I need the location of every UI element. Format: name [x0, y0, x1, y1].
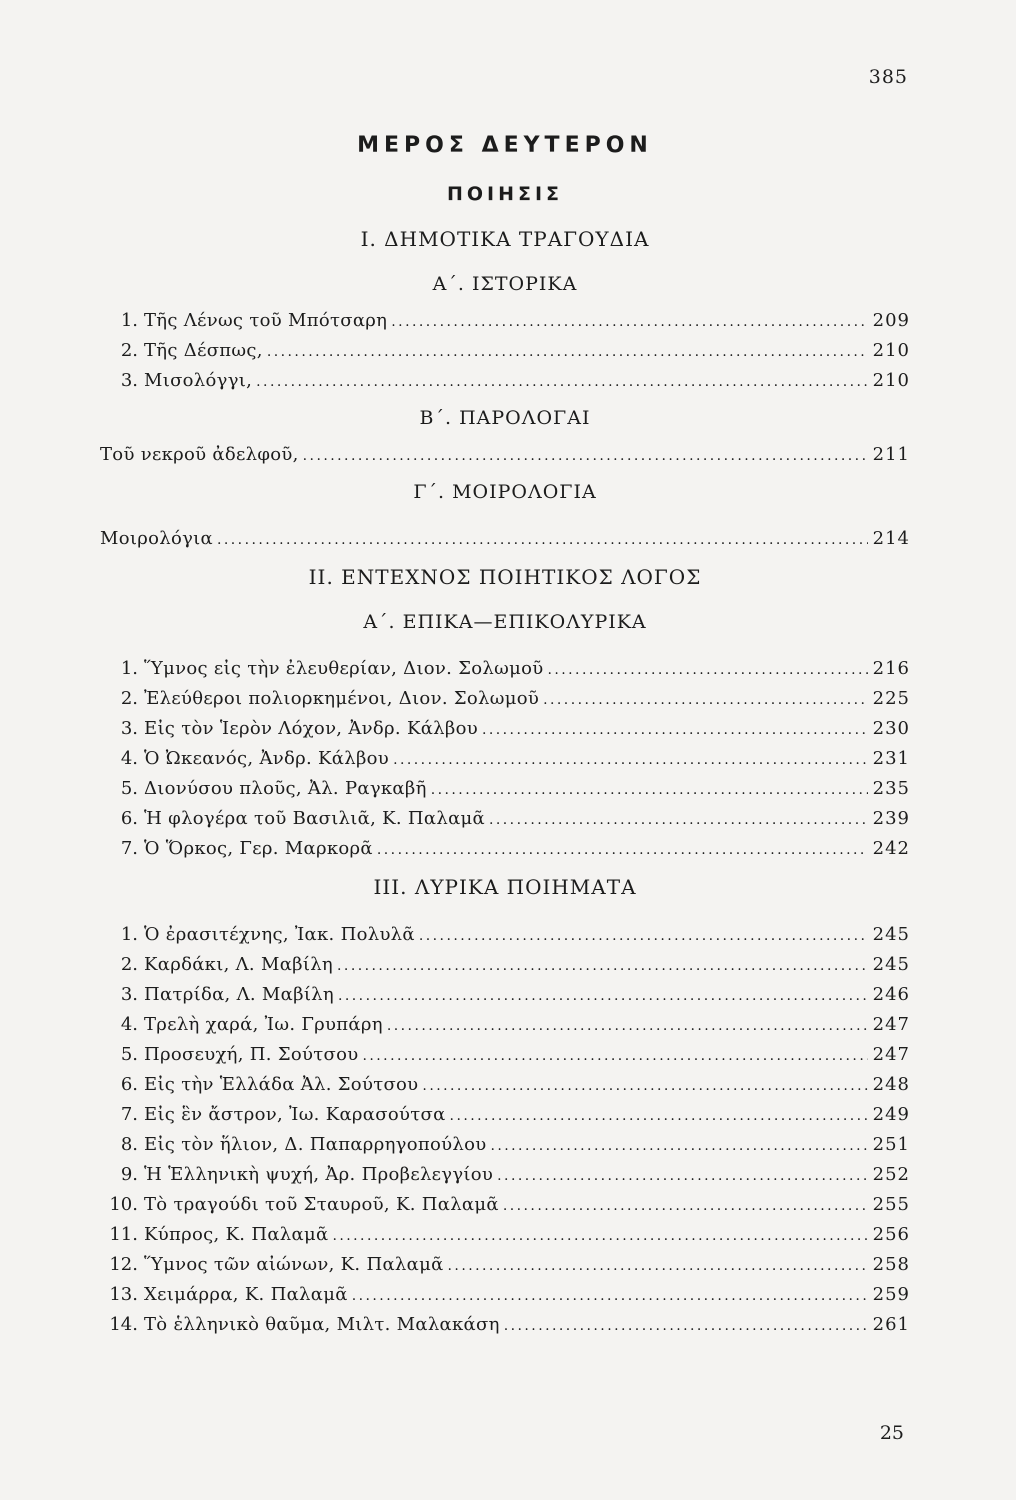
leader-dots — [393, 744, 868, 775]
entry-page: 230 — [872, 718, 910, 739]
leader-dots — [337, 950, 868, 981]
leader-dots — [543, 684, 868, 715]
toc-entry — [100, 1250, 910, 1280]
toc-entry — [100, 1070, 910, 1100]
entry-title: Χειμάρρα, Κ. Παλαμᾶ — [144, 1284, 348, 1305]
leader-dots — [489, 804, 868, 835]
entry-page: 248 — [872, 1074, 910, 1095]
entry-page: 209 — [872, 310, 910, 331]
entry-title: Διονύσου πλοῦς, Ἀλ. Ραγκαβῆ — [144, 778, 427, 799]
leader-dots — [256, 366, 868, 397]
subgroup-title: Β΄. ΠΑΡΟΛΟΓΑΙ — [419, 407, 591, 429]
entry-page: 235 — [872, 778, 910, 799]
entry-page: 231 — [872, 748, 910, 769]
leader-dots — [377, 834, 868, 865]
entry-number: 7. — [120, 838, 138, 859]
entry-page: 214 — [872, 528, 910, 549]
toc-entry — [100, 524, 910, 554]
table-of-contents — [100, 118, 910, 1340]
entry-title: Τῆς Δέσπως, — [144, 340, 263, 361]
leader-dots — [338, 980, 868, 1011]
entry-title: Ἐλεύθεροι πολιορκημένοι, Διον. Σολωμοῦ — [144, 688, 540, 709]
entry-number: 3. — [120, 718, 138, 739]
subgroup-title: Γ΄. ΜΟΙΡΟΛΟΓΙΑ — [413, 481, 597, 503]
entry-title: Κύπρος, Κ. Παλαμᾶ — [144, 1224, 329, 1245]
entry-page: 216 — [872, 658, 910, 679]
toc-entry — [100, 744, 910, 774]
toc-entry — [100, 774, 910, 804]
entry-page: 245 — [872, 924, 910, 945]
entry-number: 11. — [109, 1224, 138, 1245]
toc-entry — [100, 980, 910, 1010]
toc-entry — [100, 1040, 910, 1070]
entry-number: 6. — [120, 1074, 138, 1095]
leader-dots — [450, 1100, 868, 1131]
entry-page: 247 — [872, 1044, 910, 1065]
entry-number: 5. — [120, 1044, 138, 1065]
leader-dots — [503, 1190, 868, 1221]
group-title: Ι. ΔΗΜΟΤΙΚΑ ΤΡΑΓΟΥΔΙΑ — [360, 227, 650, 251]
entry-number: 9. — [120, 1164, 138, 1185]
entry-page: 259 — [872, 1284, 910, 1305]
leader-dots — [332, 1220, 868, 1251]
entry-page: 210 — [872, 370, 910, 391]
leader-dots — [547, 654, 868, 685]
entry-number: 4. — [120, 1014, 138, 1035]
entry-number: 2. — [120, 954, 138, 975]
leader-dots — [504, 1310, 868, 1341]
entry-number: 14. — [109, 1314, 138, 1335]
leader-dots — [448, 1250, 868, 1281]
entry-title: Καρδάκι, Λ. Μαβίλη — [144, 954, 334, 975]
entry-title: Εἰς τὸν ἥλιον, Δ. Παπαρρηγοπούλου — [144, 1134, 487, 1155]
page-number: 385 — [868, 66, 908, 88]
entry-page: 247 — [872, 1014, 910, 1035]
toc-entry — [100, 1100, 910, 1130]
entry-page: 258 — [872, 1254, 910, 1275]
entry-title: Προσευχή, Π. Σούτσου — [144, 1044, 359, 1065]
leader-dots — [387, 1010, 868, 1041]
entry-title: Ὕμνος εἰς τὴν ἐλευθερίαν, Διον. Σολωμοῦ — [144, 658, 544, 679]
toc-entry — [100, 1190, 910, 1220]
leader-dots — [497, 1160, 868, 1191]
entry-title: Εἰς τὴν Ἑλλάδα Ἀλ. Σούτσου — [144, 1074, 419, 1095]
entry-number: 7. — [120, 1104, 138, 1125]
entry-number: 8. — [120, 1134, 138, 1155]
entry-number: 2. — [120, 688, 138, 709]
toc-entry — [100, 950, 910, 980]
entry-title: Ὁ Ὅρκος, Γερ. Μαρκορᾶ — [144, 838, 373, 859]
part-title: ΜΕΡΟΣ ΔΕΥΤΕΡΟΝ — [357, 133, 653, 158]
toc-entry — [100, 366, 910, 396]
entry-page: 249 — [872, 1104, 910, 1125]
toc-entry — [100, 1160, 910, 1190]
toc-entry — [100, 1130, 910, 1160]
entry-number: 1. — [120, 658, 138, 679]
entry-page: 225 — [872, 688, 910, 709]
entry-number: 6. — [120, 808, 138, 829]
entry-page: 246 — [872, 984, 910, 1005]
toc-entry — [100, 1220, 910, 1250]
entry-page: 251 — [872, 1134, 910, 1155]
leader-dots — [303, 440, 868, 471]
leader-dots — [422, 1070, 868, 1101]
subgroup-title: Α΄. ΕΠΙΚΑ—ΕΠΙΚΟΛΥΡΙΚΑ — [363, 611, 647, 633]
entry-number: 12. — [109, 1254, 138, 1275]
entry-title: Τὸ τραγούδι τοῦ Σταυροῦ, Κ. Παλαμᾶ — [144, 1194, 499, 1215]
leader-dots — [217, 524, 868, 555]
entry-title: Πατρίδα, Λ. Μαβίλη — [144, 984, 334, 1005]
toc-entry — [100, 1310, 910, 1340]
leader-dots — [352, 1280, 868, 1311]
entry-page: 242 — [872, 838, 910, 859]
entry-page: 210 — [872, 340, 910, 361]
toc-entry — [100, 654, 910, 684]
entry-page: 239 — [872, 808, 910, 829]
entry-number: 3. — [120, 984, 138, 1005]
footer-number: 25 — [879, 1422, 904, 1444]
leader-dots — [482, 714, 868, 745]
entry-title: Ἡ φλογέρα τοῦ Βασιλιᾶ, Κ. Παλαμᾶ — [144, 808, 485, 829]
entry-number: 13. — [109, 1284, 138, 1305]
entry-number: 1. — [120, 924, 138, 945]
leader-dots — [391, 306, 868, 337]
entry-title: Ὁ ἐρασιτέχνης, Ἰακ. Πολυλᾶ — [144, 924, 415, 945]
entry-page: 261 — [872, 1314, 910, 1335]
entry-title: Μοιρολόγια — [100, 528, 213, 549]
toc-entry — [100, 336, 910, 366]
group-title: ΙΙ. ΕΝΤΕΧΝΟΣ ΠΟΙΗΤΙΚΟΣ ΛΟΓΟΣ — [308, 565, 702, 589]
toc-entry — [100, 920, 910, 950]
entry-title: Τὸ ἑλληνικὸ θαῦμα, Μιλτ. Μαλακάση — [144, 1314, 500, 1335]
entry-number: 10. — [109, 1194, 138, 1215]
toc-entry — [100, 684, 910, 714]
leader-dots — [419, 920, 868, 951]
entry-page: 211 — [872, 444, 910, 465]
toc-entry — [100, 714, 910, 744]
group-title: ΙΙΙ. ΛΥΡΙΚΑ ΠΟΙΗΜΑΤΑ — [373, 875, 637, 899]
entry-number: 1. — [120, 310, 138, 331]
toc-entry — [100, 1280, 910, 1310]
entry-number: 3. — [120, 370, 138, 391]
entry-number: 4. — [120, 748, 138, 769]
entry-page: 252 — [872, 1164, 910, 1185]
entry-title: Τῆς Λένως τοῦ Μπότσαρη — [144, 310, 388, 331]
entry-title: Μισολόγγι, — [144, 370, 253, 391]
entry-title: Εἰς ἓν ἄστρον, Ἰω. Καρασούτσα — [144, 1104, 446, 1125]
subgroup-title: Α΄. ΙΣΤΟΡΙΚΑ — [432, 273, 578, 295]
entry-title: Τρελὴ χαρά, Ἰω. Γρυπάρη — [144, 1014, 383, 1035]
toc-entry — [100, 804, 910, 834]
leader-dots — [431, 774, 868, 805]
toc-entry — [100, 306, 910, 336]
entry-title: Εἰς τὸν Ἱερὸν Λόχον, Ἀνδρ. Κάλβου — [144, 718, 478, 739]
entry-number: 2. — [120, 340, 138, 361]
leader-dots — [267, 336, 868, 367]
leader-dots — [490, 1130, 868, 1161]
leader-dots — [362, 1040, 868, 1071]
entry-title: Ὕμνος τῶν αἰώνων, Κ. Παλαμᾶ — [144, 1254, 444, 1275]
entry-title: Ὁ Ὠκεανός, Ἀνδρ. Κάλβου — [144, 748, 390, 769]
entry-page: 256 — [872, 1224, 910, 1245]
entry-title: Τοῦ νεκροῦ ἀδελφοῦ, — [100, 444, 299, 465]
toc-entry — [100, 1010, 910, 1040]
toc-entry — [100, 834, 910, 864]
section-title: ΠΟΙΗΣΙΣ — [446, 183, 564, 205]
entry-number: 5. — [120, 778, 138, 799]
toc-entry — [100, 440, 910, 470]
entry-page: 255 — [872, 1194, 910, 1215]
entry-page: 245 — [872, 954, 910, 975]
entry-title: Ἡ Ἑλληνικὴ ψυχή, Ἀρ. Προβελεγγίου — [144, 1164, 494, 1185]
